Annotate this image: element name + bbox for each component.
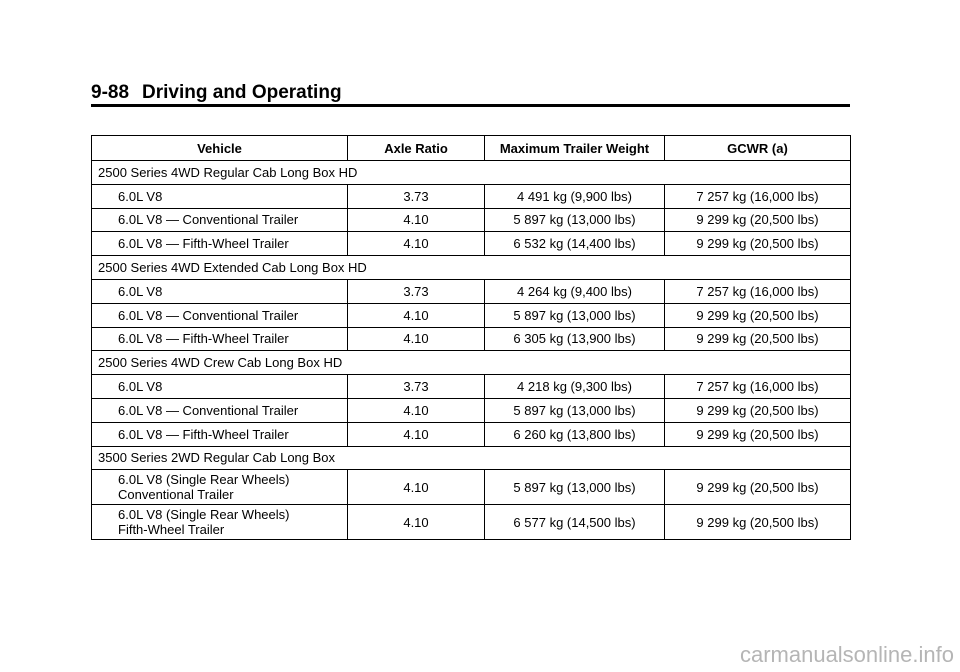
- page-header: [91, 80, 850, 106]
- vehicle-line-2: Fifth-Wheel Trailer: [118, 522, 225, 538]
- max-weight-cell: 4 491 kg (9,900 lbs): [485, 184, 665, 208]
- vehicle-cell: 6.0L V8: [92, 375, 348, 399]
- vehicle-line-2: Conventional Trailer: [118, 487, 234, 503]
- max-weight-cell: 6 260 kg (13,800 lbs): [485, 422, 665, 446]
- max-weight-cell: 4 264 kg (9,400 lbs): [485, 279, 665, 303]
- axle-ratio-cell: 4.10: [348, 398, 485, 422]
- table-row: [92, 327, 851, 351]
- vehicle-cell: 6.0L V8 — Fifth-Wheel Trailer: [92, 327, 348, 351]
- axle-ratio-cell: 3.73: [348, 279, 485, 303]
- table-row: [92, 303, 851, 327]
- group-row: [92, 351, 851, 375]
- max-weight-cell: 5 897 kg (13,000 lbs): [485, 208, 665, 232]
- trailer-weight-table: [91, 135, 851, 540]
- gcwr-cell: 9 299 kg (20,500 lbs): [665, 303, 851, 327]
- vehicle-cell: 6.0L V8: [92, 184, 348, 208]
- gcwr-cell: 9 299 kg (20,500 lbs): [665, 208, 851, 232]
- gcwr-cell: 9 299 kg (20,500 lbs): [665, 327, 851, 351]
- header-rule: [91, 104, 850, 107]
- gcwr-cell: 9 299 kg (20,500 lbs): [665, 398, 851, 422]
- vehicle-line-1: 6.0L V8 (Single Rear Wheels): [118, 507, 290, 523]
- axle-ratio-cell: 4.10: [348, 327, 485, 351]
- table-row: [92, 398, 851, 422]
- max-weight-cell: 6 305 kg (13,900 lbs): [485, 327, 665, 351]
- vehicle-cell: 6.0L V8 — Fifth-Wheel Trailer: [92, 422, 348, 446]
- axle-ratio-cell: 3.73: [348, 184, 485, 208]
- group-title: 2500 Series 4WD Crew Cab Long Box HD: [92, 351, 851, 375]
- vehicle-cell: [92, 470, 348, 505]
- vehicle-cell: 6.0L V8 — Fifth-Wheel Trailer: [92, 232, 348, 256]
- gcwr-cell: 9 299 kg (20,500 lbs): [665, 470, 851, 505]
- column-header-axle-ratio: Axle Ratio: [348, 136, 485, 161]
- axle-ratio-cell: 3.73: [348, 375, 485, 399]
- page-number: 9-88: [91, 82, 130, 103]
- vehicle-cell: 6.0L V8: [92, 279, 348, 303]
- table-row: [92, 232, 851, 256]
- axle-ratio-cell: 4.10: [348, 505, 485, 540]
- group-title: 3500 Series 2WD Regular Cab Long Box: [92, 446, 851, 470]
- group-title: 2500 Series 4WD Regular Cab Long Box HD: [92, 161, 851, 185]
- max-weight-cell: 5 897 kg (13,000 lbs): [485, 303, 665, 327]
- group-row: [92, 446, 851, 470]
- column-header-max-trailer-weight: Maximum Trailer Weight: [485, 136, 665, 161]
- table-row: [92, 375, 851, 399]
- max-weight-cell: 6 532 kg (14,400 lbs): [485, 232, 665, 256]
- vehicle-cell: [92, 505, 348, 540]
- vehicle-cell: 6.0L V8 — Conventional Trailer: [92, 398, 348, 422]
- table-row: [92, 505, 851, 540]
- watermark-text: carmanualsonline.info: [739, 642, 954, 667]
- table-row: [92, 279, 851, 303]
- axle-ratio-cell: 4.10: [348, 470, 485, 505]
- table-row: [92, 422, 851, 446]
- max-weight-cell: 6 577 kg (14,500 lbs): [485, 505, 665, 540]
- vehicle-cell: 6.0L V8 — Conventional Trailer: [92, 303, 348, 327]
- axle-ratio-cell: 4.10: [348, 232, 485, 256]
- gcwr-cell: 7 257 kg (16,000 lbs): [665, 184, 851, 208]
- column-header-vehicle: Vehicle: [92, 136, 348, 161]
- section-title: Driving and Operating: [142, 82, 342, 103]
- max-weight-cell: 5 897 kg (13,000 lbs): [485, 398, 665, 422]
- vehicle-cell: 6.0L V8 — Conventional Trailer: [92, 208, 348, 232]
- gcwr-cell: 7 257 kg (16,000 lbs): [665, 375, 851, 399]
- gcwr-cell: 9 299 kg (20,500 lbs): [665, 422, 851, 446]
- table-row: [92, 208, 851, 232]
- vehicle-line-1: 6.0L V8 (Single Rear Wheels): [118, 472, 290, 488]
- axle-ratio-cell: 4.10: [348, 422, 485, 446]
- max-weight-cell: 4 218 kg (9,300 lbs): [485, 375, 665, 399]
- column-header-gcwr: GCWR (a): [665, 136, 851, 161]
- axle-ratio-cell: 4.10: [348, 208, 485, 232]
- table-row: [92, 470, 851, 505]
- group-row: [92, 161, 851, 185]
- gcwr-cell: 9 299 kg (20,500 lbs): [665, 505, 851, 540]
- axle-ratio-cell: 4.10: [348, 303, 485, 327]
- table-row: [92, 184, 851, 208]
- max-weight-cell: 5 897 kg (13,000 lbs): [485, 470, 665, 505]
- gcwr-cell: 7 257 kg (16,000 lbs): [665, 279, 851, 303]
- group-row: [92, 256, 851, 280]
- gcwr-cell: 9 299 kg (20,500 lbs): [665, 232, 851, 256]
- group-title: 2500 Series 4WD Extended Cab Long Box HD: [92, 256, 851, 280]
- table-header-row: [92, 136, 851, 161]
